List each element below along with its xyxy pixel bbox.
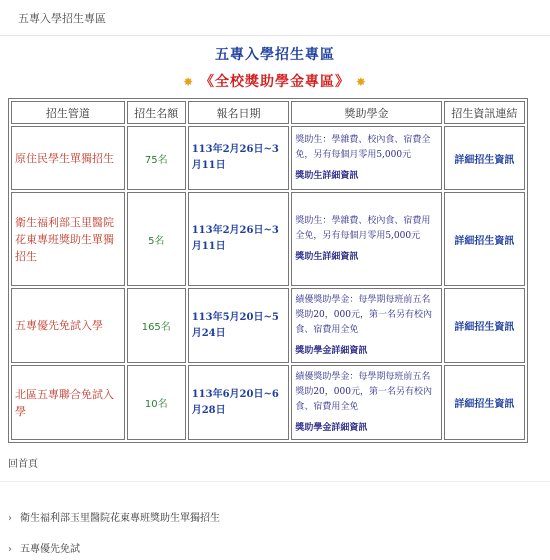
column-header: 招生管道 <box>11 101 125 124</box>
table-row <box>11 192 525 286</box>
award-detail-link[interactable]: 獎助生詳細資訊 <box>295 170 359 181</box>
table-row <box>11 365 525 440</box>
channel-cell: 北區五專聯合免試入學 <box>11 365 125 440</box>
page-subtitle <box>0 71 550 91</box>
top-bar <box>0 0 550 36</box>
quota-cell: 75名 <box>127 126 186 190</box>
award-detail-link[interactable]: 獎助學金詳細資訊 <box>295 422 368 433</box>
award-text: 獎助生：學雜費、校內食、宿費用全免，另有每個月零用5,000元 <box>295 215 431 241</box>
table-row <box>11 288 525 363</box>
award-cell <box>291 192 441 286</box>
column-header: 報名日期 <box>188 101 290 124</box>
column-header: 招生名額 <box>127 101 186 124</box>
back-home-link[interactable]: 回首頁 <box>8 459 38 470</box>
date-cell: 113年6月20日~6月28日 <box>188 365 290 440</box>
info-cell <box>444 192 525 286</box>
info-cell <box>444 126 525 190</box>
quota-cell: 165名 <box>127 288 186 363</box>
award-text: 績優獎助學金：每學期每班前五名獎助20，000元，第一名另有校內食、宿費用全免 <box>295 371 432 412</box>
table-header-row <box>11 101 525 124</box>
admission-table <box>8 98 528 443</box>
related-item-label: 五專優先免試 <box>20 544 80 555</box>
column-header: 招生資訊連結 <box>444 101 525 124</box>
info-cell <box>444 288 525 363</box>
related-list <box>0 481 550 560</box>
award-cell <box>291 365 441 440</box>
channel-cell: 衛生福利部玉里醫院花東專班獎助生單獨招生 <box>11 192 125 286</box>
award-detail-link[interactable]: 獎助生詳細資訊 <box>295 251 359 262</box>
admission-info-link[interactable]: 詳細招生資訊 <box>454 322 515 333</box>
related-item-label: 衛生福利部玉里醫院花東專班獎助生單獨招生 <box>20 513 220 524</box>
related-item[interactable] <box>8 540 80 555</box>
admission-info-link[interactable]: 詳細招生資訊 <box>454 399 515 410</box>
quota-cell: 10名 <box>127 365 186 440</box>
info-cell <box>444 365 525 440</box>
column-header: 獎助學金 <box>291 101 441 124</box>
sparkle-icon: ✸ <box>183 75 195 89</box>
sparkle-icon: ✸ <box>355 75 367 89</box>
scholarship-zone-link[interactable]: 《全校獎助學金專區》 <box>200 74 350 90</box>
admission-info-link[interactable]: 詳細招生資訊 <box>454 235 515 247</box>
channel-cell: 五專優先免試入學 <box>11 288 125 363</box>
channel-cell: 原住民學生單獨招生 <box>11 126 125 190</box>
award-cell <box>291 288 441 363</box>
award-detail-link[interactable]: 獎助學金詳細資訊 <box>295 345 368 356</box>
date-cell: 113年2月26日~3月11日 <box>188 192 290 286</box>
award-text: 績優獎助學金：每學期每班前五名獎助20，000元，第一名另有校內食、宿費用全免 <box>295 294 432 335</box>
chevron-right-icon: › <box>8 513 12 524</box>
admission-info-link[interactable]: 詳細招生資訊 <box>454 154 515 166</box>
table-row <box>11 126 525 190</box>
related-item[interactable] <box>8 509 220 524</box>
award-cell <box>291 126 441 190</box>
breadcrumb-title: 五專入學招生專區 <box>18 12 106 25</box>
date-cell: 113年2月26日~3月11日 <box>188 126 290 190</box>
quota-cell: 5名 <box>127 192 186 286</box>
award-text: 獎助生：學雜費、校內食、宿費全免，另有每個月零用5,000元 <box>295 134 431 160</box>
chevron-right-icon: › <box>8 544 12 555</box>
date-cell: 113年5月20日~5月24日 <box>188 288 290 363</box>
page-title: 五專入學招生專區 <box>215 47 335 63</box>
